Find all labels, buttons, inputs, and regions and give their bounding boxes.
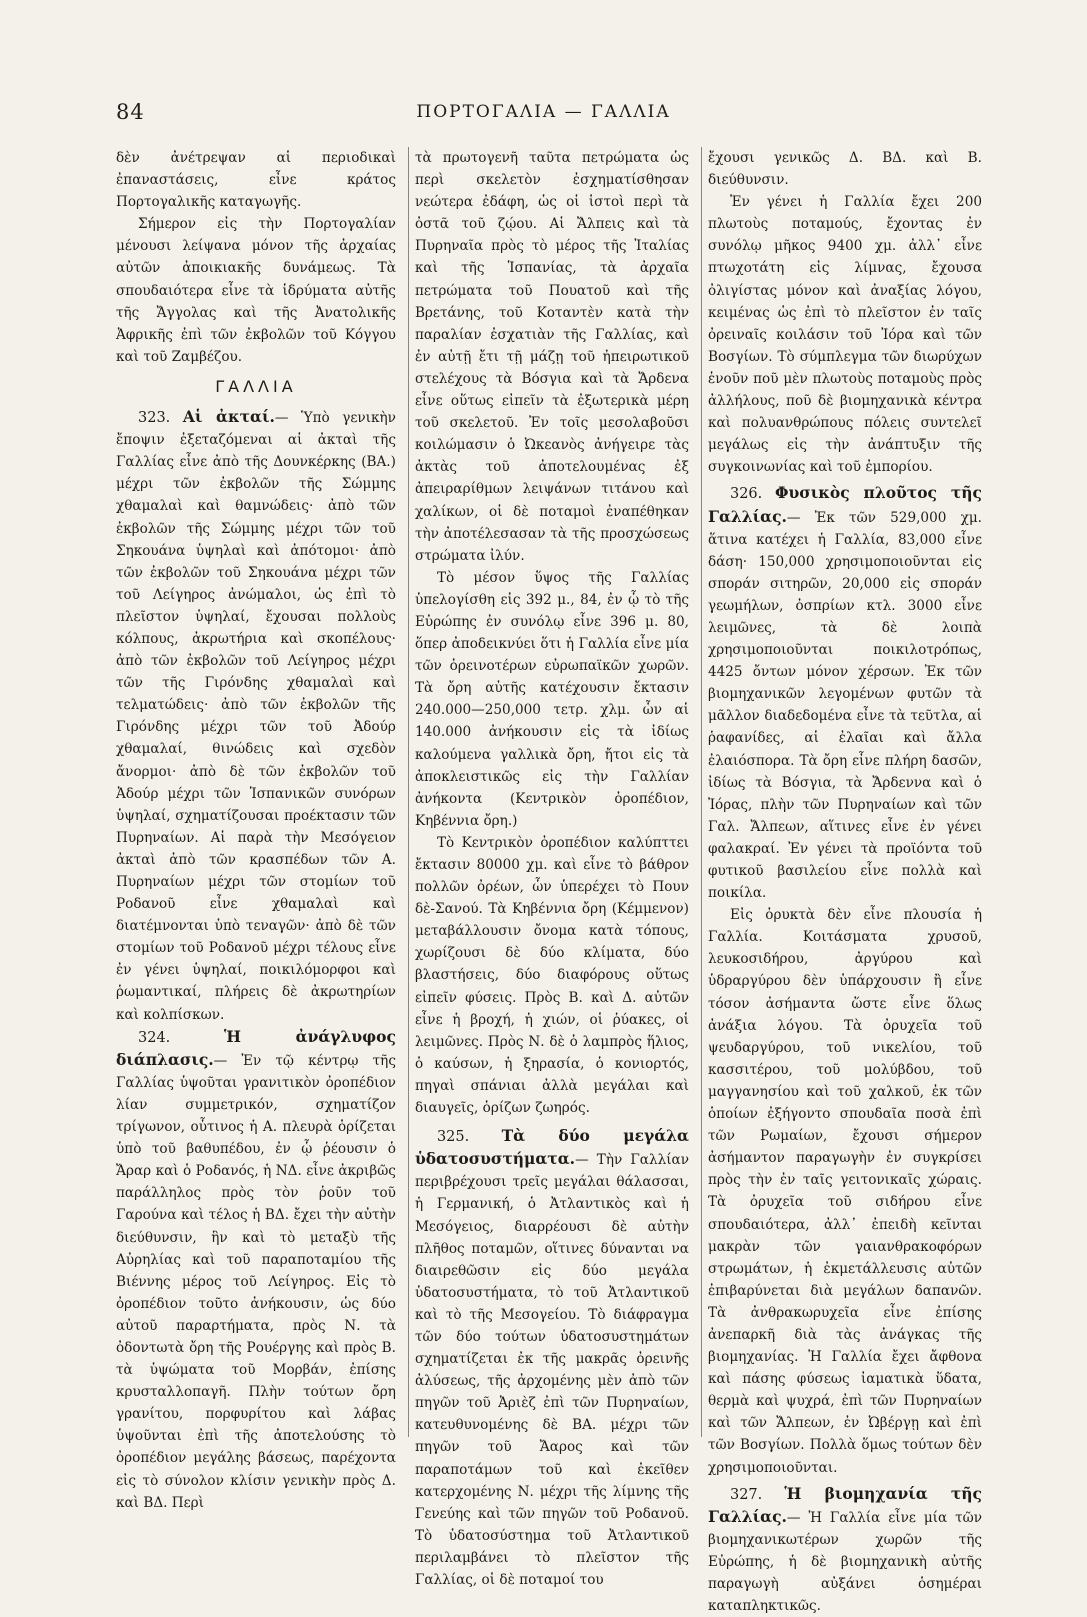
section-text: — Ἐν τῷ κέντρῳ τῆς Γαλλίας ὑψοῦται γρανιτικὸν ὀροπέδιον λίαν συμμετρικόν, σχηματίζον τρίγωνον, οὗτινος ἡ Α. πλευρὰ ὁρίζεται ὑπὸ τοῦ βαθυπέδου, ἐν ᾧ ῥέουσιν ὁ Ἄραρ καὶ ὁ Ροδανός, ἡ ΝΔ. εἶνε ἀκριβῶς παράλληλος πρὸς τὸν ῥοῦν τοῦ Γαρούνα καὶ τέλος ἡ ΒΔ. ἔχει τὴν αὐτὴν διεύθυνσιν, ἣν καὶ τὸ μεταξὺ τῆς Αὐρηλίας καὶ τοῦ παραποταμίου τῆς Βιέννης μέρος τοῦ Λείγηρος. Εἰς τὸ ὀροπέδιον τοῦτο ἀνήκουσιν, ὡς δύο αὐτοῦ παραρτήματα, πρὸς Ν. τὰ ὀδοντωτὰ ὄρη τῆς Ρουέργης καὶ πρὸς Β. τὰ ὑψώματα τοῦ Μορβάν, ἐπίσης κρυσταλλοπαγῆ. Πλὴν τούτων ὄρη γρανίτου, πορφυρίτου καὶ λάβας ὑψοῦνται ἐπὶ τῆς ἀποτελούσης τὸ ὀροπέδιον μεγάλης βάσεως, παρέχοντα εἰς τὸ σύνολον κλίσιν γενικὴν πρὸς Δ. καὶ ΒΔ. Περὶ	[116, 1052, 396, 1511]
section-number: 326.	[729, 486, 763, 503]
section-text: — Ὑπὸ γενικὴν ἔποψιν ἐξεταζόμεναι αἱ ἀκταὶ τῆς Γαλλίας εἶνε ἀπὸ τῆς Δουνκέρκης (ΒΑ.) μέχρι τῶν ἐκβολῶν τῆς Σώμμης χθαμαλαὶ καὶ θαμνώδεις· ἀπὸ τῶν ἐκβολῶν τῆς Σώμμης μέχρι τῶν τοῦ Σηκουάνα ὑψηλαὶ καὶ ἀπότομοι· ἀπὸ τῶν ἐκβολῶν τοῦ Σηκουάνα μέχρι τῶν τοῦ Λείγηρος ἀνώμαλοι, ὡς ἐπὶ τὸ πλεῖστον ὑψηλαί, ἔχουσαι πολλοὺς κόλπους, ἀκρωτήρια καὶ σκοπέλους· ἀπὸ τῶν ἐκβολῶν τοῦ Λείγηρος μέχρι τῶν τῆς Γιρόνδης χθαμαλαὶ καὶ τελματώδεις· ἀπὸ τῶν ἐκβολῶν τῆς Γιρόνδης μέχρι τῶν τοῦ Ἀδούρ χθαμαλαί, θινώδεις καὶ σχεδὸν ἄνορμοι· ἀπὸ δὲ τῶν ἐκβολῶν τοῦ Ἀδούρ μέχρι τῶν Ἱσπανικῶν συνόρων ὑψηλαί, σχηματίζουσαι προέκτασιν τῶν Πυρηναίων. Αἱ παρὰ τὴν Μεσόγειον ἀκταὶ ἀπὸ τῶν κρασπέδων τῶν Α. Πυρηναίων μέχρι τῶν στομίων τοῦ Ροδανοῦ εἶνε χθαμαλαὶ καὶ διατέμνονται ὑπὸ τεναγῶν· ἀπὸ δὲ τῶν στομίων τοῦ Ροδανοῦ μέχρι τέλους εἶνε ἐν γένει ὑψηλαί, ποικιλόμορφοι καὶ ῥωμαντικαί, πλήρεις δὲ ἀκρωτηρίων καὶ κολπίσκων.	[116, 410, 396, 1023]
section-327	[708, 1483, 982, 1617]
text-columns	[116, 147, 982, 1615]
section-heading: Τὰ δύο μεγάλα ὑδατοσυστήματα.	[414, 1126, 689, 1169]
paragraph: τὰ πρωτογενῆ ταῦτα πετρώματα ὡς περὶ σκελετὸν ἐσχηματίσθησαν νεώτερα ἐδάφη, ὡς οἱ ἱστοὶ περὶ τὰ ὀστᾶ τοῦ ζῴου. Αἱ Ἄλπεις καὶ τὰ Πυρηναῖα πρὸς τὸ μέρος τῆς Ἰταλίας καὶ τῆς Ἱσπανίας, τὰ ἀρχαῖα πετρώματα τοῦ Πουατοῦ καὶ τῆς Βρετάνης, τοῦ Κοταντὲν κατὰ τὴν παραλίαν ἐσχατιὰν τῆς Γαλλίας, καὶ ἐν αὐτῇ ἔτι τῇ μάζῃ τοῦ ἠπειρωτικοῦ στελέχους τὰ Βόσγια καὶ τὰ Ἄρδενα εἶνε οὕτως εἰπεῖν τὰ ἐξωτερικὰ μέρη τοῦ σκελετοῦ. Ἐν τοῖς μεσολαβοῦσι κοιλώμασιν ὁ Ὠκεανὸς ἀνήγειρε τὰς ἀκτὰς τοῦ ἀποτελουμένας ἐξ ἀπειραρίθμων λειψάνων τιτάνου καὶ χαλίκων, οἱ δὲ ποταμοὶ ἐναπέθηκαν τὴν ἀποτέλεσασαν τὰ τῆς προσχώσεως στρώματα ἰλύν.	[414, 150, 689, 564]
section-title-gallia: ΓΑΛΛΙΑ	[215, 376, 297, 396]
section-heading: Φυσικὸς πλοῦτος τῆς Γαλλίας.	[707, 483, 982, 526]
running-title: ΠΟΡΤΟΓΑΛΙΑ — ΓΑΛΛΙΑ	[416, 102, 671, 122]
paragraph: Τὸ μέσον ὕψος τῆς Γαλλίας ὑπελογίσθη εἰς 392 μ., 84, ἐν ᾧ τὸ τῆς Εὐρώπης ἐν συνόλῳ εἶνε 396 μ. 80, ὅπερ ἀποδεικνύει ὅτι ἡ Γαλλία εἶνε μία τῶν ὀρεινοτέρων εὐρωπαϊκῶν χωρῶν. Τὰ ὄρη αὐτῆς κατέχουσιν ἔκτασιν 240.000—250,000 τετρ. χλμ. ὧν αἱ 140.000 ἀνήκουσιν εἰς τὰ ἰδίως καλούμενα γαλλικὰ ὄρη, ἤτοι εἰς τὰ ἀποκλειστικῶς εἰς τὴν Γαλλίαν ἀνήκοντα (Κεντρικὸν ὀροπέδιον, Κηβέννια ὄρη.)	[414, 569, 689, 829]
section-325	[415, 1125, 689, 1591]
column-1	[116, 147, 396, 1511]
section-text: — Ἐκ τῶν 529,000 χμ. ἅτινα κατέχει ἡ Γαλλία, 83,000 εἶνε δάση· 150,000 χρησιμοποιοῦνται εἰς σποράν σιτηρῶν, 20,000 εἰς σποράν γεωμήλων, ὀσπρίων κτλ. 3000 εἶνε λειμῶνες, τὰ δὲ λοιπὰ χρησιμοποιοῦνται ποικιλοτρόπως, 4425 ὄντων μόνον χέρσων. Ἐκ τῶν βιομηχανικῶν λεγομένων φυτῶν τὰ μᾶλλον διαδεδομένα εἶνε τὰ τεῦτλα, αἱ ῥαφανίδες, αἱ ἐλαῖαι καὶ ἄλλα ἐλαιόσπορα. Τὰ ὄρη εἶνε πλήρη δασῶν, ἰδίως τὰ Βόσγια, τὰ Ἄρδεννα καὶ ὁ Ἰόρας, πλὴν τῶν Πυρηναίων καὶ τῶν Γαλ. Ἄλπεων, αἵτινες εἶνε ἐν γένει φαλακραί. Ἐν γένει τὰ προϊόντα τοῦ φυτικοῦ βασιλείου εἶνε πολλὰ καὶ ποικίλα.	[707, 509, 982, 902]
section-number: 323.	[138, 410, 171, 427]
column-2	[408, 147, 689, 1588]
paragraph: Τὸ Κεντρικὸν ὀροπέδιον καλύπττει ἔκτασιν 80000 χμ. καὶ εἶνε τὸ βάθρον πολλῶν ὀρέων, ὧν ὑπερέχει τὸ Πουν δὲ-Σανού. Τὰ Κηβέννια ὄρη (Κέμμενον) μεταβάλλουσιν ὄνομα κατὰ τόπους, χωρίζουσι δὲ δύο κλίματα, δύο βλαστήσεις, δύο διαφόρους οὕτως εἰπεῖν φύσεις. Πρὸς Β. καὶ Δ. αὐτῶν εἶνε ἡ βροχή, ἡ χιών, οἱ ῥύακες, οἱ λειμῶνες. Πρὸς Ν. δὲ ὁ λαμπρὸς ἥλιος, ὁ καύσων, ἡ ξηρασία, ὁ κονιορτός, πηγαὶ σπάνιαι ἀλλὰ μεγάλαι καὶ διαυγεῖς, ὁρίζων ζωηρός.	[414, 834, 689, 1117]
page-number: 84	[116, 100, 145, 124]
paragraph: Ἐν γένει ἡ Γαλλία ἔχει 200 πλωτοὺς ποταμούς, ἔχοντας ἐν συνόλῳ μῆκος 9400 χμ. ἀλλ᾽ εἶνε πτωχοτάτη εἰς λίμνας, ἔχουσα ὀλιγίστας μόνον καὶ ἀναξίας λόγου, κειμένας ὡς ἐπὶ τὸ πλεῖστον ἐν ταῖς ὀρειναῖς κοιλάσιν τοῦ Ἰόρα καὶ τῶν Βοσγίων. Τὸ σύμπλεγμα τῶν διωρύχων ἑνοῦν ποῦ μὲν πλωτοὺς ποταμοὺς πρὸς ἀλλήλους, ποῦ δὲ βιομηχανικὰ κέντρα καὶ πολυανθρώπους πόλεις συντελεῖ μεγάλως εἰς τὴν ἀνάπτυξιν τῆς συγκοινωνίας καὶ τοῦ ἐμπορίου.	[707, 194, 982, 476]
section-number: 325.	[436, 1129, 470, 1146]
column-3	[701, 147, 982, 1615]
paragraph: Εἰς ὀρυκτὰ δὲν εἶνε πλουσία ἡ Γαλλία. Κοιτάσματα χρυσοῦ, λευκοσιδήρου, ἀργύρου καὶ ὑδραργύρου δὲν ὑπάρχουσιν ἢ εἶνε τόσον ἀσήμαντα ὥστε εἶνε ὅλως ἀνάξια λόγου. Τὰ ὀρυχεῖα τοῦ ψευδαργύρου, τοῦ νικελίου, τοῦ κασσιτέρου, τοῦ μολύβδου, τοῦ μαγγανησίου καὶ τοῦ χαλκοῦ, ἐκ τῶν ὁποίων ἐξήγοντο σπουδαῖα ποσὰ ἐπὶ τῶν Ρωμαίων, ἔχουσι σήμερον ἀσήμαντον παραγωγὴν ἐν συγκρίσει πρὸς τὴν ἐν ταῖς γειτονικαῖς χώραις. Τὰ ὀρυχεῖα τοῦ σιδήρου εἶνε σπουδαιότερα, ἀλλ᾽ ἐπειδὴ κεῖνται μακρὰν τῶν γαιανθρακοφόρων στρωμάτων, ἡ ἐκμετάλλευσις αὐτῶν ἐπιβαρύνεται διὰ μεγάλων δαπανῶν. Τὰ ἀνθρακωρυχεῖα εἶνε ἐπίσης ἀνεπαρκῆ διὰ τὰς ἀνάγκας τῆς βιομηχανίας. Ἡ Γαλλία ἔχει ἄφθονα καὶ πάσης φύσεως ἰαματικὰ ὕδατα, θερμὰ καὶ ψυχρά, ἐπὶ τῶν Πυρηναίων καὶ τῶν Ἄλπεων, ἐν Ὠβέργῃ καὶ ἐπὶ τῶν Βοσγίων. Πολλὰ ὅμως τούτων δὲν χρησιμοποιοῦνται.	[707, 907, 982, 1476]
section-text: — Ἡ Γαλλία εἶνε μία τῶν βιομηχανικωτέρων χωρῶν τῆς Εὐρώπης, ἡ δὲ βιομηχανικὴ αὐτῆς παραγωγὴ αὐξάνει ὁσημέραι καταπληκτικῶς.	[707, 1509, 982, 1615]
section-number: 324.	[138, 1029, 171, 1046]
section-heading: Ἡ ἀνάγλυφος διάπλασις.	[116, 1026, 396, 1069]
section-heading: Ἡ βιομηχανία τῆς Γαλλίας.	[707, 1483, 982, 1526]
section-text: — Τὴν Γαλλίαν περιβρέχουσι τρεῖς μεγάλαι θάλασσαι, ἡ Γερμανική, ὁ Ἀτλαντικὸς καὶ ἡ Μεσόγειος, διαρρέουσι δὲ αὐτὴν πλῆθος ποταμῶν, οἵτινες δύνανται να διαιρεθῶσιν εἰς δύο μεγάλα ὑδατοσυστήματα, τὸ τοῦ Ἀτλαντικοῦ καὶ τὸ τῆς Μεσογείου. Τὸ διάφραγμα τῶν δύο τούτων ὑδατοσυστημάτων σχηματίζεται ἐκ τῆς μακρᾶς ὀρεινῆς ἀλύσεως, τῆς ἀρχομένης μὲν ἀπὸ τῶν πηγῶν τοῦ Ἀριὲζ ἐπὶ τῶν Πυρηναίων, κατευθυνομένης δὲ ΒΑ. μέχρι τῶν πηγῶν τοῦ Ἄαρος καὶ τῶν παραποτάμων τοῦ καὶ ἐκεῖθεν κατερχομένης Ν. μέχρι τῆς λίμνης τῆς Γενεύης καὶ τῶν πηγῶν τοῦ Ροδανοῦ. Τὸ ὑδατοσύστημα τοῦ Ἀτλαντικοῦ περιλαμβάνει τὸ πλεῖστον τῆς Γαλλίας, οἱ δὲ ποταμοί του	[414, 1152, 689, 1588]
section-326	[708, 482, 982, 904]
paragraph: ἔχουσι γενικῶς Δ. ΒΔ. καὶ Β. διεύθυνσιν.	[707, 150, 982, 189]
section-heading: Αἱ ἀκταί.	[182, 407, 275, 427]
paragraph: δὲν ἀνέτρεψαν αἱ περιοδικαὶ ἐπαναστάσεις, εἶνε κράτος Πορτογαλικῆς καταγωγῆς.	[116, 150, 396, 211]
section-324	[116, 1026, 396, 1514]
section-323	[116, 406, 396, 1026]
section-number: 327.	[729, 1486, 763, 1503]
paragraph: Σήμερον εἰς τὴν Πορτογαλίαν μένουσι λείψανα μόνον τῆς ἀρχαίας αὐτῶν ἀποικιακῆς δυνάμεως. Τὰ σπουδαιότερα εἶνε τὰ ἱδρύματα αὐτῆς τῆς Ἄγγολας καὶ τῆς Ἀνατολικῆς Ἀφρικῆς ἐπὶ τῶν ἐκβολῶν τοῦ Κόγγου καὶ τοῦ Ζαμβέζου.	[116, 216, 396, 365]
